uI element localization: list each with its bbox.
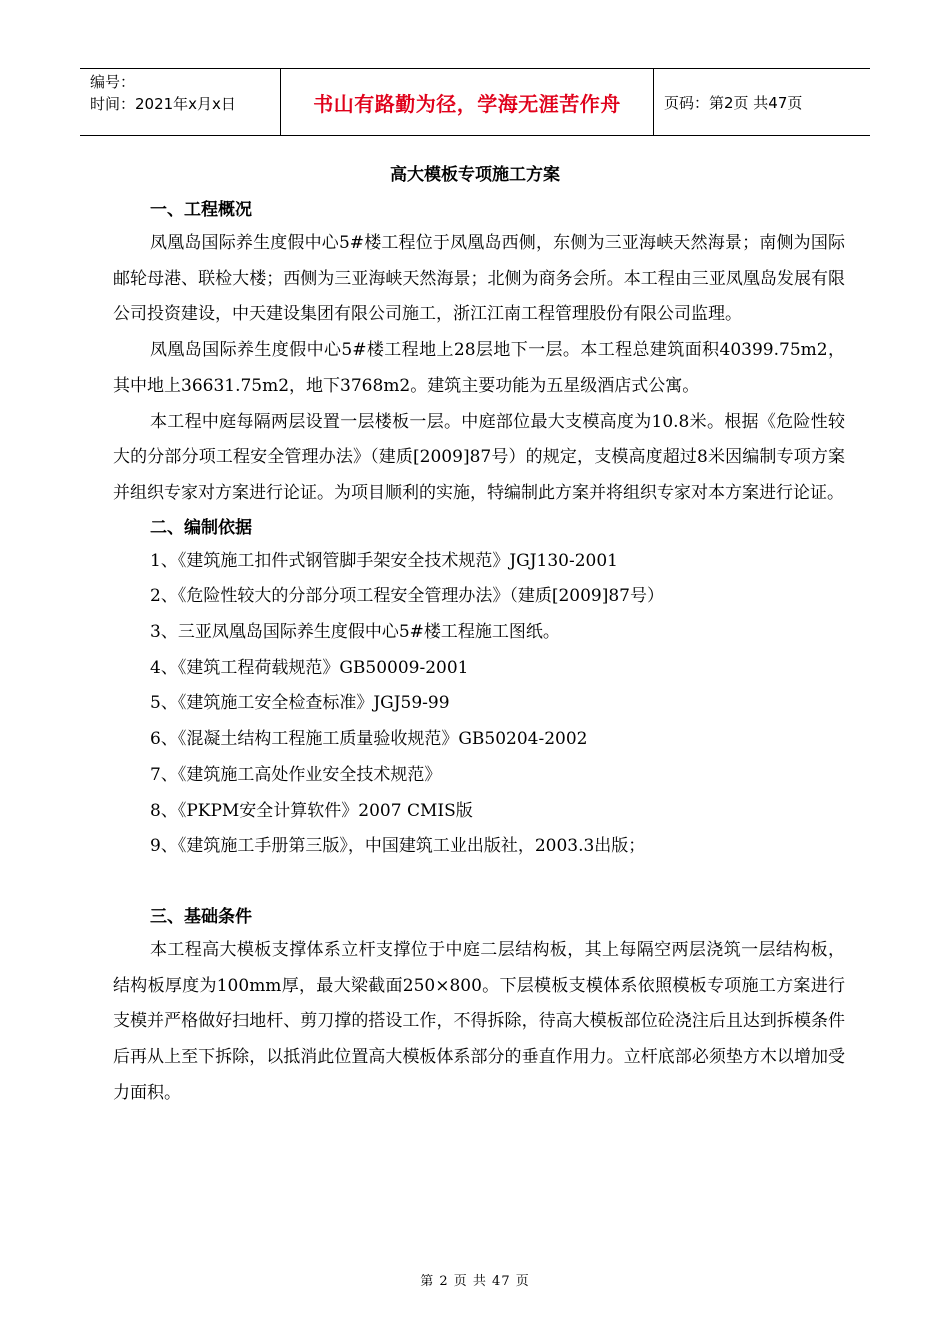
page-header [80, 68, 870, 136]
document-title: 高大模板专项施工方案 [390, 165, 560, 185]
document-body [113, 194, 845, 1111]
section-heading-basis: 二、编制依据 [150, 517, 252, 538]
header-motto: 书山有路勤为径，学海无涯苦作舟 [280, 69, 654, 135]
section-heading-conditions: 三、基础条件 [150, 906, 252, 927]
section-heading-overview: 一、工程概况 [150, 200, 252, 220]
basis-list-item: 2、《危险性较大的分部分项工程安全管理办法》（建质[2009]87号） [150, 586, 664, 607]
paragraph-overview-1: 凤凰岛国际养生度假中心5#楼工程位于凤凰岛西侧，东侧为三亚海峡天然海景；南侧为国际邮轮母港、联检大楼；西侧为三亚海峡天然海景；北侧为商务会所。本工程由三亚凤凰岛发展有限公司投资建设，中天建设集团有限公司施工，浙江江南工程管理股份有限公司监理。 [113, 233, 845, 325]
basis-list-item: 4、《建筑工程荷载规范》GB50009-2001 [150, 657, 469, 678]
basis-list-item: 6、《混凝土结构工程施工质量验收规范》GB50204-2002 [150, 729, 588, 750]
paragraph-conditions-1: 本工程高大模板支撑体系立杆支撑位于中庭二层结构板，其上每隔空两层浇筑一层结构板，结构板厚度为100mm厚，最大梁截面250×800。下层模板支模体系依照模板专项施工方案进行支模并严格做好扫地杆、剪刀撑的搭设工作，不得拆除，待高大模板部位砼浇注后且达到拆模条件后再从上至下拆除，以抵消此位置高大模板体系部分的垂直作用力。立杆底部必须垫方木以增加受力面积。 [113, 939, 845, 1103]
document-time-label: 时间：2021年x月x日 [90, 95, 236, 113]
page-footer: 第 2 页 共 47 页 [420, 1274, 530, 1289]
header-page-label: 页码：第2页 共47页 [664, 93, 803, 112]
section-spacer [113, 865, 845, 901]
basis-list-item: 1、《建筑施工扣件式钢管脚手架安全技术规范》JGJ130-2001 [150, 550, 618, 571]
basis-list-item: 9、《建筑施工手册第三版》，中国建筑工业出版社，2003.3出版； [150, 836, 646, 857]
paragraph-overview-2: 凤凰岛国际养生度假中心5#楼工程地上28层地下一层。本工程总建筑面积40399.75m2，其中地上36631.75m2，地下3768m2。建筑主要功能为五星级酒店式公寓。 [113, 340, 845, 396]
paragraph-overview-3: 本工程中庭每隔两层设置一层楼板一层。中庭部位最大支模高度为10.8米。根据《危险性较大的分部分项工程安全管理办法》（建质[2009]87号）的规定，支模高度超过8米因编制专项方案并组织专家对方案进行论证。为项目顺利的实施，特编制此方案并将组织专家对本方案进行论证。 [113, 411, 845, 503]
basis-list-item: 5、《建筑施工安全检查标准》JGJ59-99 [150, 693, 450, 714]
basis-list-item: 3、三亚凤凰岛国际养生度假中心5#楼工程施工图纸。 [150, 622, 560, 643]
header-meta [80, 69, 280, 135]
basis-list-item: 8、《PKPM安全计算软件》2007 CMIS版 [150, 800, 473, 821]
document-number-label: 编号： [90, 73, 136, 91]
basis-list-item: 7、《建筑施工高处作业安全技术规范》 [150, 764, 442, 785]
